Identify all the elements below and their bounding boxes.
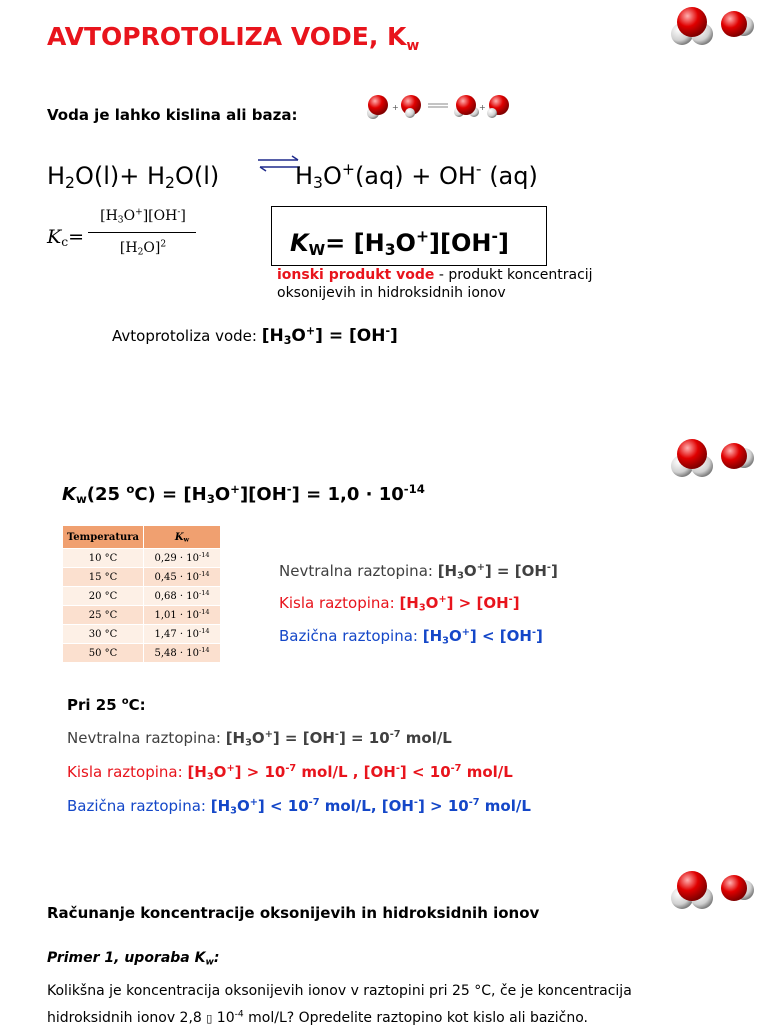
kc-label: $K_c=$ — [47, 226, 85, 250]
table-row — [63, 587, 221, 606]
water-molecule-icon — [668, 436, 758, 480]
table-row — [63, 568, 221, 587]
table-header-row — [63, 526, 221, 549]
example-heading: Primer 1, uporaba $K_w$: — [47, 950, 220, 968]
acidic-at-25: Kisla raztopina: $[H_3O^+] > 10^{-7}$ mol/L , $[OH^-] < 10^{-7}$ mol/L — [67, 763, 513, 783]
reaction-reactants: $H_2O(l)+ H_2O(l)$ — [47, 162, 220, 192]
table-cell-temperature: 15 °C — [63, 568, 144, 587]
table-row — [63, 606, 221, 625]
table-cell-kw: $0,45 \cdot 10^{-14}$ — [143, 568, 220, 587]
autoprotolysis-line: Avtoprotoliza vode: $[H_3O^+] = [OH^-]$ — [112, 324, 398, 347]
kc-fraction-line — [88, 232, 196, 233]
example-text: Kolikšna je koncentracija oksonijevih ionov v raztopini pri 25 °C, če je koncentracija hidroksidnih ionov 2,8 ▯ $10^{-4}$ mol/L? Opredelite raztopino kot kislo ali bazično. — [47, 983, 632, 1026]
table-header: Temperatura — [63, 526, 144, 549]
svg-text:+: + — [479, 103, 486, 112]
neutral-at-25: Nevtralna raztopina: $[H_3O^+] = [OH^-] = 10^{-7}$ mol/L — [67, 729, 452, 749]
table-cell-kw: $1,47 \cdot 10^{-14}$ — [143, 625, 220, 644]
reaction-products: $H_3O^+(aq) + OH^-$ (aq) — [295, 160, 538, 192]
acidic-condition: Kisla raztopina: $[H_3O^+] > [OH^-]$ — [279, 594, 520, 614]
table-row — [63, 625, 221, 644]
page-title: AVTOPROTOLIZA VODE, $K_w$ — [47, 22, 420, 54]
table-cell-kw: $0,29 \cdot 10^{-14}$ — [143, 549, 220, 568]
water-molecule-icon — [668, 4, 758, 48]
intro-text: Voda je lahko kislina ali baza: — [47, 106, 298, 124]
kw-formula: $K_W= [H_3O^+][OH^-]$ — [290, 227, 509, 259]
table-row — [63, 644, 221, 663]
table-header: $K_w$ — [143, 526, 220, 549]
table-cell-kw: $5,48 \cdot 10^{-14}$ — [143, 644, 220, 663]
kc-numerator: $[H_3O^+][OH^-]$ — [100, 207, 186, 226]
table-cell-temperature: 50 °C — [63, 644, 144, 663]
basic-condition: Bazična raztopina: $[H_3O^+] < [OH^-]$ — [279, 627, 543, 647]
kc-denominator: $[H_2O]^2$ — [119, 239, 167, 258]
water-molecule-icon — [668, 868, 758, 912]
table-cell-temperature: 30 °C — [63, 625, 144, 644]
table-cell-temperature: 10 °C — [63, 549, 144, 568]
kw-box — [271, 206, 547, 266]
basic-at-25: Bazična raztopina: $[H_3O^+] < 10^{-7}$ mol/L, $[OH^-] > 10^{-7}$ mol/L — [67, 797, 531, 817]
reaction-molecules-icon — [364, 92, 516, 122]
at-25-heading: Pri 25 $^o$C: — [67, 696, 146, 714]
table-row — [63, 549, 221, 568]
calc-heading: Računanje koncentracije oksonijevih in hidroksidnih ionov — [47, 904, 540, 922]
svg-text:+: + — [392, 103, 399, 112]
kw-temperature-table — [62, 525, 221, 663]
table-cell-temperature: 20 °C — [63, 587, 144, 606]
table-cell-temperature: 25 °C — [63, 606, 144, 625]
table-cell-kw: $1,01 \cdot 10^{-14}$ — [143, 606, 220, 625]
kw-25-formula: $K_w(25$ $^oC) = [H_3O^+][OH^-] = 1,0 \cdot 10^{-14}$ — [62, 481, 425, 506]
neutral-condition: Nevtralna raztopina: $[H_3O^+] = [OH^-]$ — [279, 562, 558, 582]
table-cell-kw: $0,68 \cdot 10^{-14}$ — [143, 587, 220, 606]
ionic-product-note: ionski produkt vode - produkt koncentracij oksonijevih in hidroksidnih ionov — [277, 267, 593, 301]
